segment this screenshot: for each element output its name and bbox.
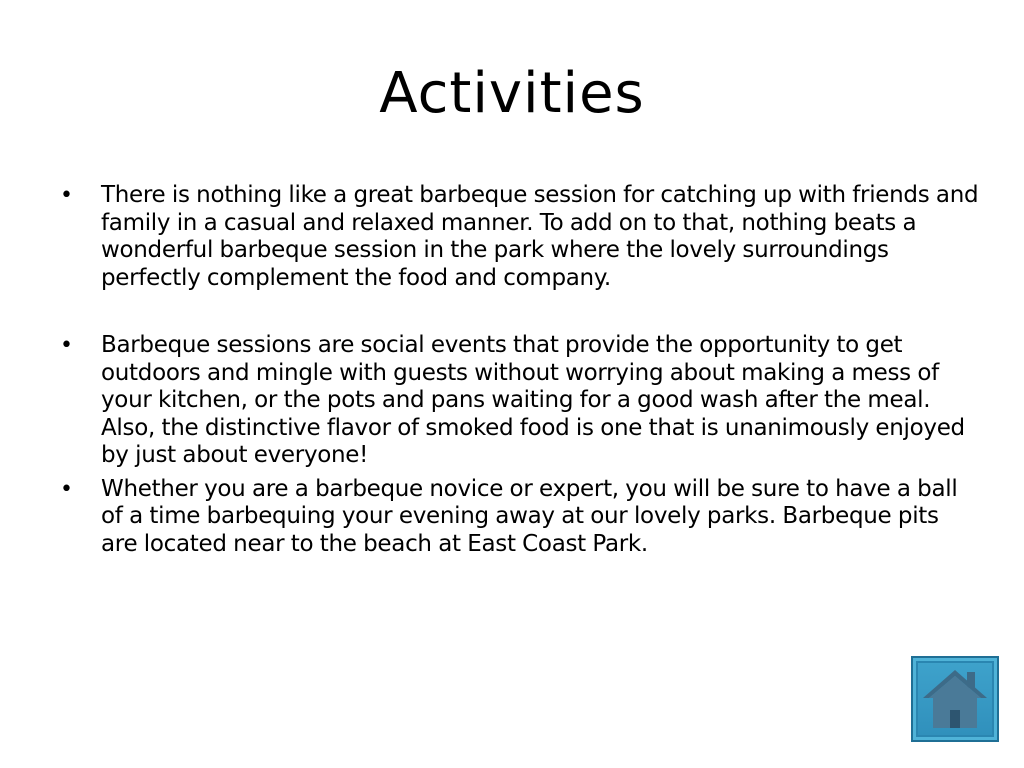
slide-title: Activities <box>379 61 645 126</box>
home-icon <box>921 666 989 732</box>
bullet-item: • There is nothing like a great barbeque session for catching up with friends and family in a casual and relaxed manner. To add on to that, nothing beats a wonderful barbeque session in the park where the lovely surroundings perfectly complement the food and company. <box>60 182 980 292</box>
bullet-item: • Barbeque sessions are social events that provide the opportunity to get outdoors and mingle with guests without worrying about making a mess of your kitchen, or the pots and pans waiting for a good wash after the meal. Also, the distinctive flavor of smoked food is one that is unanimously enjoyed by just about everyone! <box>60 332 980 470</box>
bullet-item: • Whether you are a barbeque novice or expert, you will be sure to have a ball of a time barbequing your evening away at our lovely parks. Barbeque pits are located near to the beach at East Coast Park. <box>60 476 980 559</box>
bullet-list <box>60 182 980 558</box>
home-button[interactable] <box>911 656 999 742</box>
